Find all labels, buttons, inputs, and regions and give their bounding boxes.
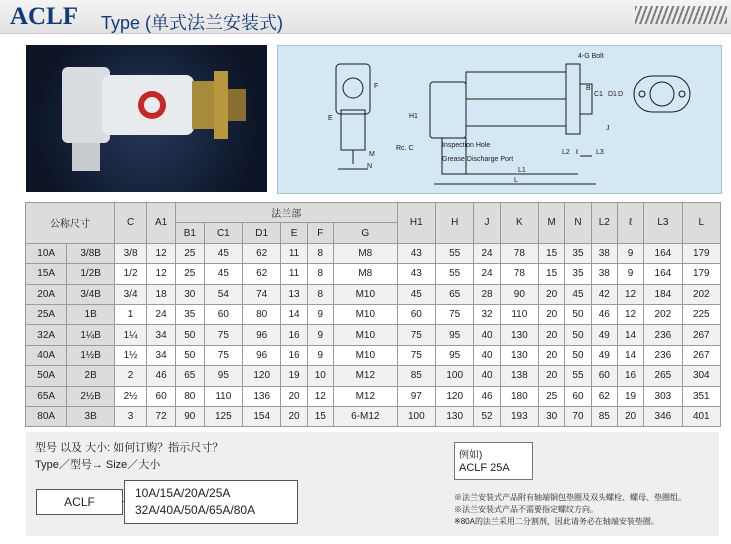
table-cell: 6-M12 [333,406,397,426]
table-cell: 28 [474,284,500,304]
header-d1: D1 [243,223,281,243]
table-cell: 14 [617,345,643,365]
table-cell: 179 [682,243,720,263]
table-cell: 45 [204,243,242,263]
table-cell: 1 [114,304,146,324]
decorative-stripes [635,6,727,24]
sizes-box [124,480,298,524]
header-ell: ℓ [617,203,643,244]
table-cell: 193 [500,406,538,426]
table-cell: 267 [682,345,720,365]
example-box [454,442,533,480]
table-cell: 9 [307,345,333,365]
table-row [26,345,721,365]
note-1: ※法兰安装式产品附有轴端铜包垫圈及双头螺栓、螺母、垫圈组。 [454,493,686,502]
table-cell: 25 [539,386,565,406]
size-cell: 1B [67,304,115,324]
table-cell: 110 [500,304,538,324]
example-label: 例如) [459,450,483,461]
table-cell: 265 [644,366,682,386]
label-h1: H1 [409,113,418,120]
header-j: J [474,203,500,244]
table-cell: 25 [175,264,204,284]
table-cell: 85 [397,366,435,386]
table-cell: 60 [397,304,435,324]
table-cell: 8 [307,264,333,284]
header-l3: L3 [644,203,682,244]
table-cell: 55 [565,366,591,386]
label-l2: L2 [562,149,570,156]
table-cell: 9 [307,325,333,345]
size-cell: 20A [26,284,67,304]
label-ell: ℓ [576,149,579,156]
table-cell: 154 [243,406,281,426]
table-cell: 10 [307,366,333,386]
table-cell: 30 [175,284,204,304]
size-cell: 3B [67,406,115,426]
label-bolt: 4-G Bolt [578,53,604,60]
table-cell: 43 [397,243,435,263]
table-cell: 80 [243,304,281,324]
table-cell: 346 [644,406,682,426]
table-cell: 20 [281,406,307,426]
table-cell: 16 [281,345,307,365]
table-cell: 54 [204,284,242,304]
table-cell: 12 [147,243,176,263]
header-f: F [307,223,333,243]
label-rc: Rc. C [396,145,414,152]
table-cell: 50 [565,345,591,365]
size-cell: 3/8B [67,243,115,263]
table-cell: 85 [591,406,617,426]
table-cell: 96 [243,345,281,365]
table-cell: 19 [281,366,307,386]
table-cell: 16 [617,366,643,386]
product-title: ACLF [10,3,79,30]
table-row [26,304,721,324]
table-cell: 50 [565,325,591,345]
table-cell: 3/4 [114,284,146,304]
table-cell: M10 [333,304,397,324]
size-cell: 15A [26,264,67,284]
table-cell: 24 [474,243,500,263]
label-l3: L3 [596,149,604,156]
label-f: F [374,83,379,90]
table-cell: 38 [591,264,617,284]
table-cell: 16 [281,325,307,345]
table-cell: 25 [175,243,204,263]
table-cell: 9 [617,264,643,284]
table-cell: 24 [474,264,500,284]
header-b1: B1 [175,223,204,243]
header-h: H [436,203,474,244]
table-cell: 1¼ [114,325,146,345]
order-question: 型号 以及 大小: 如何订购？指示尺寸？ [35,442,224,454]
table-cell: 100 [397,406,435,426]
table-cell: 20 [539,345,565,365]
dimension-table [25,202,721,427]
table-cell: 74 [243,284,281,304]
header-n: N [565,203,591,244]
table-row [26,406,721,426]
table-cell: 13 [281,284,307,304]
table-cell: 236 [644,325,682,345]
table-cell: 97 [397,386,435,406]
header-e: E [281,223,307,243]
table-cell: 138 [500,366,538,386]
table-cell: 267 [682,325,720,345]
table-cell: 95 [204,366,242,386]
size-cell: 1¼B [67,325,115,345]
table-cell: 130 [436,406,474,426]
table-cell: 15 [539,264,565,284]
header-c: C [114,203,146,244]
note-2: ※法兰安装式产品不需要指定螺纹方向。 [454,505,598,514]
table-cell: 96 [243,325,281,345]
table-cell: 45 [397,284,435,304]
dimension-diagram [278,46,721,193]
table-cell: 24 [147,304,176,324]
table-cell: 62 [591,386,617,406]
table-cell: 70 [565,406,591,426]
table-cell: 72 [147,406,176,426]
product-type: Type (单式法兰安装式) [101,13,284,33]
size-cell: 25A [26,304,67,324]
table-cell: 12 [617,284,643,304]
product-photo [26,45,267,192]
size-cell: 80A [26,406,67,426]
table-cell: 65 [436,284,474,304]
table-cell: 164 [644,264,682,284]
table-cell: 46 [147,366,176,386]
header-flange: 法兰部 [175,203,397,223]
table-cell: 75 [397,325,435,345]
model-box: ACLF [36,489,123,515]
table-cell: 8 [307,243,333,263]
table-cell: 100 [436,366,474,386]
order-info-section [26,432,719,536]
table-cell: 90 [175,406,204,426]
table-cell: 78 [500,243,538,263]
table-cell: 3 [114,406,146,426]
header-c1: C1 [204,223,242,243]
table-cell: M8 [333,243,397,263]
table-cell: 55 [436,264,474,284]
size-cell: 65A [26,386,67,406]
table-cell: 184 [644,284,682,304]
table-cell: 236 [644,345,682,365]
label-grease-port: Grease Discharge Port [442,156,514,163]
size-cell: 1½B [67,345,115,365]
table-cell: 14 [617,325,643,345]
table-cell: 125 [204,406,242,426]
table-cell: 49 [591,325,617,345]
table-body [26,243,721,427]
label-d1: D1 [608,91,617,98]
table-cell: 2 [114,366,146,386]
table-cell: 95 [436,345,474,365]
size-cell: 1/2B [67,264,115,284]
table-cell: 43 [397,264,435,284]
table-cell: 35 [175,304,204,324]
table-cell: 46 [591,304,617,324]
example-value: ACLF 25A [459,462,510,474]
table-cell: M8 [333,264,397,284]
label-j: J [606,125,610,132]
table-cell: 78 [500,264,538,284]
table-cell: 40 [474,325,500,345]
table-cell: 304 [682,366,720,386]
table-cell: M10 [333,345,397,365]
table-cell: 95 [436,325,474,345]
table-cell: 120 [436,386,474,406]
label-m: M [369,151,375,158]
table-cell: 35 [565,243,591,263]
table-cell: 11 [281,264,307,284]
table-cell: 75 [436,304,474,324]
label-b: B [586,85,591,92]
header-nominal-size: 公称尺寸 [26,203,115,244]
table-cell: 40 [474,366,500,386]
header-g: G [333,223,397,243]
table-cell: 3/8 [114,243,146,263]
title-bar [0,0,731,34]
table-cell: 20 [539,284,565,304]
table-cell: 225 [682,304,720,324]
table-row [26,366,721,386]
table-cell: 120 [243,366,281,386]
label-n: N [367,163,373,170]
table-cell: 351 [682,386,720,406]
note-3: ※80A的法兰采用二分割剂，因此请务必在轴端安装垫圈。 [454,517,659,526]
table-row [26,243,721,263]
table-cell: 1/2 [114,264,146,284]
table-cell: 75 [397,345,435,365]
table-cell: 55 [436,243,474,263]
table-cell: 15 [307,406,333,426]
size-cell: 2B [67,366,115,386]
table-cell: 12 [147,264,176,284]
table-cell: 45 [204,264,242,284]
table-cell: 8 [307,284,333,304]
sizes-line-1: 10A/15A/20A/25A [135,486,231,500]
table-cell: 50 [565,304,591,324]
label-l1: L1 [518,167,526,174]
table-cell: 180 [500,386,538,406]
table-row [26,284,721,304]
size-cell: 50A [26,366,67,386]
table-cell: 11 [281,243,307,263]
table-cell: 50 [175,345,204,365]
size-cell: 10A [26,243,67,263]
table-cell: M10 [333,284,397,304]
table-cell: 34 [147,345,176,365]
table-cell: 75 [204,345,242,365]
table-cell: 35 [565,264,591,284]
table-cell: 62 [243,264,281,284]
size-cell: 2½B [67,386,115,406]
table-cell: 15 [539,243,565,263]
table-cell: 19 [617,386,643,406]
header-l: L [682,203,720,244]
label-d: D [618,91,624,98]
header-a1: A1 [147,203,176,244]
table-cell: M12 [333,366,397,386]
size-cell: 40A [26,345,67,365]
table-cell: 30 [539,406,565,426]
table-cell: 12 [307,386,333,406]
table-cell: 46 [474,386,500,406]
table-cell: 90 [500,284,538,304]
table-cell: 9 [617,243,643,263]
table-cell: 14 [281,304,307,324]
label-inspection-hole: Inspection Hole [442,142,491,149]
table-cell: 20 [281,386,307,406]
technical-drawing [277,45,722,194]
label-c1: C1 [594,91,603,98]
table-cell: 38 [591,243,617,263]
table-cell: 202 [644,304,682,324]
table-cell: 1½ [114,345,146,365]
table-row [26,386,721,406]
header-l2: L2 [591,203,617,244]
header-k: K [500,203,538,244]
table-cell: 60 [591,366,617,386]
table-cell: 179 [682,264,720,284]
table-cell: 40 [474,345,500,365]
table-cell: 202 [682,284,720,304]
table-row [26,325,721,345]
size-cell: 32A [26,325,67,345]
header-m: M [539,203,565,244]
table-cell: 60 [565,386,591,406]
table-cell: 303 [644,386,682,406]
table-cell: 65 [175,366,204,386]
table-cell: 20 [617,406,643,426]
table-cell: 60 [147,386,176,406]
table-cell: 401 [682,406,720,426]
table-cell: 32 [474,304,500,324]
label-l: L [514,177,518,184]
type-size-line: Type／型号→ Size／大小 [35,459,161,471]
rotary-joint-image [26,45,267,192]
table-cell: 80 [175,386,204,406]
sizes-line-2: 32A/40A/50A/65A/80A [135,503,256,517]
table-cell: 52 [474,406,500,426]
header-h1: H1 [397,203,435,244]
table-row [26,264,721,284]
table-cell: M10 [333,325,397,345]
table-cell: M12 [333,386,397,406]
table-cell: 12 [617,304,643,324]
table-cell: 34 [147,325,176,345]
table-cell: 130 [500,325,538,345]
table-cell: 136 [243,386,281,406]
size-cell: 3/4B [67,284,115,304]
table-cell: 9 [307,304,333,324]
table-cell: 2½ [114,386,146,406]
table-cell: 45 [565,284,591,304]
table-cell: 18 [147,284,176,304]
table-cell: 62 [243,243,281,263]
table-cell: 50 [175,325,204,345]
label-e: E [328,115,333,122]
table-cell: 42 [591,284,617,304]
table-cell: 75 [204,325,242,345]
table-cell: 20 [539,366,565,386]
table-cell: 130 [500,345,538,365]
table-cell: 49 [591,345,617,365]
table-cell: 110 [204,386,242,406]
table-cell: 164 [644,243,682,263]
table-cell: 60 [204,304,242,324]
table-cell: 20 [539,304,565,324]
table-cell: 20 [539,325,565,345]
